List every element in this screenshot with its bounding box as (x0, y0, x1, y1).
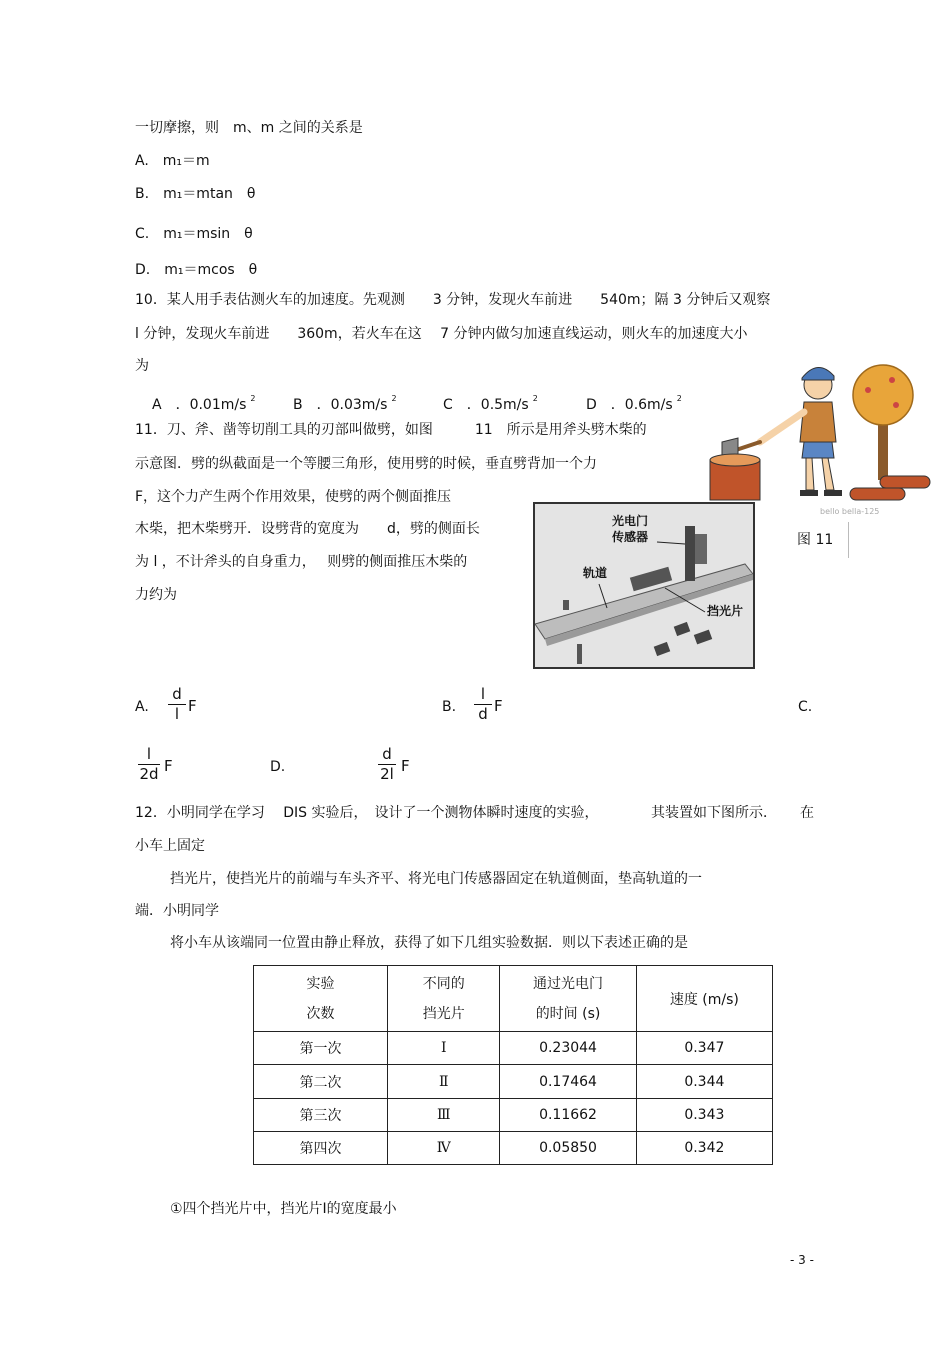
q11-option-a-force: F (188, 697, 197, 715)
cell-time: 0.05850 (500, 1132, 636, 1165)
q12-statement-1: ①四个挡光片中，挡光片Ⅰ的宽度最小 (170, 1201, 397, 1217)
cell-trial: 第四次 (254, 1132, 388, 1165)
cell-shutter: Ⅰ (388, 1032, 500, 1065)
cell-trial: 第三次 (254, 1099, 388, 1132)
q10-option-d: D ．0.6m/s $^2$ (586, 394, 682, 413)
q11-line-4: 木柴，把木柴劈开．设劈背的宽度为 d，劈的侧面长 (135, 521, 480, 537)
cell-shutter: Ⅳ (388, 1132, 500, 1165)
watermark-text: bello bella-125 (820, 507, 880, 516)
cell-time: 0.11662 (500, 1099, 636, 1132)
q9-option-d: D. m₁＝mcos θ (135, 262, 258, 278)
shutter-label: 挡光片 (707, 604, 744, 618)
q11-option-d-force: F (401, 757, 410, 775)
q11-line-3: F，这个力产生两个作用效果，使劈的两个侧面推压 (135, 489, 452, 505)
q12-line-1c: 在 (800, 805, 814, 821)
cell-speed: 0.344 (636, 1065, 772, 1099)
apparatus-drawing (535, 504, 753, 667)
q9-stem-tail: 一切摩擦，则 m、m 之间的关系是 (135, 120, 363, 136)
table-row (254, 1099, 773, 1132)
q12-line-5: 将小车从该端同一位置由静止释放，获得了如下几组实验数据．则以下表述正确的是 (170, 935, 688, 951)
q11-option-b-force: F (494, 697, 503, 715)
header-time: 通过光电门 的时间 (s) (500, 966, 636, 1032)
cell-shutter: Ⅱ (388, 1065, 500, 1099)
cell-time: 0.17464 (500, 1065, 636, 1099)
q11-option-d-label: D. (270, 759, 286, 775)
q10-option-c: C ．0.5m/s $^2$ (443, 394, 538, 413)
q11-option-c-label: C. (798, 699, 813, 715)
wood-splitting-illustration (700, 350, 935, 520)
table-row (254, 1132, 773, 1165)
q12-line-3: 挡光片，使挡光片的前端与车头齐平、将光电门传感器固定在轨道侧面，垫高轨道的一 (170, 871, 702, 887)
cell-time: 0.23044 (500, 1032, 636, 1065)
q10-line-3: 为 (135, 358, 149, 374)
track-label: 轨道 (583, 566, 608, 580)
q11-line-2: 示意图．劈的纵截面是一个等腰三角形，使用劈的时候，垂直劈背加一个力 (135, 456, 597, 472)
q10-line-2: l 分钟，发现火车前进 360m，若火车在这 7 分钟内做匀加速直线运动，则火车的加速度大小 (135, 326, 748, 342)
q11-option-b-fraction: l d (474, 686, 492, 723)
q11-option-a-fraction: d l (168, 686, 186, 723)
q9-option-c: C. m₁＝msin θ (135, 226, 253, 242)
cell-shutter: Ⅲ (388, 1099, 500, 1132)
cell-speed: 0.342 (636, 1132, 772, 1165)
q10-line-1: 10．某人用手表估测火车的加速度。先观测 3 分钟，发现火车前进 540m；隔 3 分钟后又观察 (135, 292, 771, 308)
q10-option-a: A ．0.01m/s $^2$ (152, 394, 256, 413)
table-row (254, 1065, 773, 1099)
q11-option-d-fraction: d 2l (378, 746, 396, 783)
cell-trial: 第二次 (254, 1065, 388, 1099)
cell-trial: 第一次 (254, 1032, 388, 1065)
table-row (254, 1032, 773, 1065)
q12-line-2: 小车上固定 (135, 838, 205, 854)
table-header-row (254, 966, 773, 1032)
q9-option-a: A. m₁＝m (135, 153, 210, 169)
q11-option-b-label: B. (442, 699, 457, 715)
cell-speed: 0.343 (636, 1099, 772, 1132)
experiment-data-table (253, 965, 773, 1165)
q11-line-6: 力约为 (135, 587, 177, 603)
header-speed: 速度 (m/s) (636, 966, 772, 1032)
q12-line-1a: 12．小明同学在学习 DIS 实验后， 设计了一个测物体瞬时速度的实验， (135, 805, 599, 821)
figure-caption-box (785, 522, 849, 558)
q11-option-c-fraction: l 2d (139, 745, 159, 783)
q11-line-1: 11．刀、斧、凿等切削工具的刃部叫做劈，如图 11 所示是用斧头劈木柴的 (135, 422, 647, 438)
figure-11-caption: 图 11 (797, 532, 834, 548)
header-shutter: 不同的 挡光片 (388, 966, 500, 1032)
q9-option-b: B. m₁＝mtan θ (135, 186, 256, 202)
apparatus-photo (533, 502, 755, 669)
sensor-label-line-2: 传感器 (612, 530, 649, 544)
cell-speed: 0.347 (636, 1032, 772, 1065)
q11-line-5: 为 l ，不计斧头的自身重力， 则劈的侧面推压木柴的 (135, 554, 468, 570)
q11-option-c-force: F (164, 757, 173, 775)
q12-line-1b: 其装置如下图所示． (651, 805, 777, 821)
sensor-label-line-1: 光电门 (612, 514, 649, 528)
q10-option-b: B ．0.03m/s $^2$ (293, 394, 397, 413)
header-trial: 实验 次数 (254, 966, 388, 1032)
q12-line-4: 端．小明同学 (135, 903, 219, 919)
q11-option-a-label: A. (135, 699, 149, 715)
page-number: - 3 - (790, 1253, 814, 1267)
